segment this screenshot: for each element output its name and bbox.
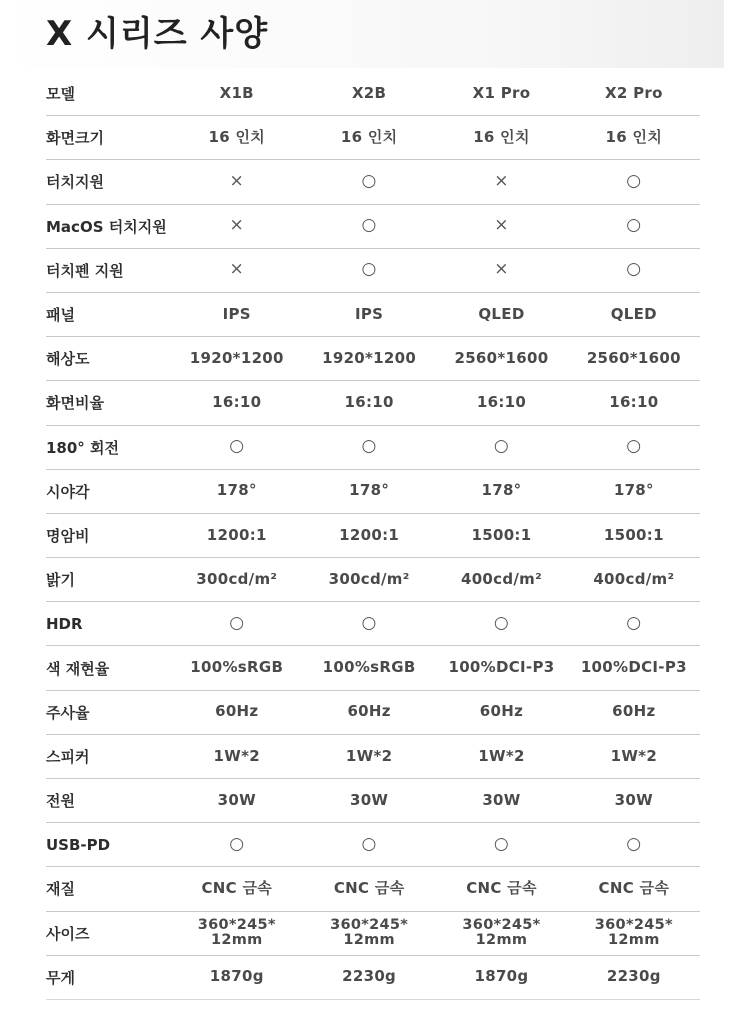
table-row (46, 337, 700, 381)
table-cell: CNC 금속 (466, 879, 537, 898)
row-label: HDR (46, 614, 83, 633)
table-row (46, 205, 700, 249)
table-cell: 30W (482, 790, 521, 809)
row-label: 밝기 (46, 571, 75, 590)
not-supported-icon: × (494, 259, 509, 280)
table-cell: 400cd/m² (460, 569, 542, 588)
row-label: 화면비율 (46, 394, 104, 413)
table-cell: QLED (478, 304, 525, 323)
supported-icon: ○ (493, 436, 510, 457)
row-label: 사이즈 (46, 924, 90, 943)
table-row (46, 956, 700, 1000)
table-row (46, 426, 700, 470)
table-cell: 360*245* 12mm (462, 916, 541, 949)
not-supported-icon: × (229, 259, 245, 280)
table-cell: 1W*2 (345, 746, 393, 765)
row-label: 전원 (46, 792, 75, 811)
table-cell: 360*245* 12mm (594, 916, 673, 949)
page-title: X 시리즈 사양 (46, 14, 269, 54)
supported-icon: ○ (361, 215, 377, 236)
table-cell: 1200:1 (339, 525, 400, 544)
supported-icon: ○ (626, 612, 642, 633)
table-cell: 178° (349, 481, 390, 500)
not-supported-icon: × (229, 215, 245, 236)
row-label: 재질 (46, 880, 75, 899)
table-cell: 1870g (209, 967, 264, 986)
column-header-model: 모델 (46, 85, 75, 104)
row-label: 패널 (46, 306, 75, 325)
table-cell: 1W*2 (213, 746, 260, 765)
table-cell: 60Hz (612, 702, 656, 721)
row-label: 주사율 (46, 703, 90, 722)
table-cell: 360*245* 12mm (197, 916, 276, 949)
table-cell: CNC 금속 (598, 879, 670, 898)
table-cell: 178° (613, 481, 654, 500)
table-cell: 1200:1 (206, 525, 267, 544)
not-supported-icon: × (494, 171, 509, 192)
row-label: 터치펜 지원 (46, 261, 124, 280)
column-header-x2-pro: X2 Pro (604, 83, 663, 102)
table-cell: 1500:1 (603, 525, 664, 544)
table-row (46, 381, 700, 425)
table-cell: 1920*1200 (189, 348, 284, 367)
table-cell: 16:10 (609, 393, 659, 412)
table-cell: IPS (222, 304, 251, 323)
row-label: 색 재현율 (46, 659, 110, 678)
table-cell: 16:10 (476, 393, 527, 412)
supported-icon: ○ (493, 612, 510, 633)
table-cell: IPS (354, 304, 384, 323)
not-supported-icon: × (494, 215, 509, 236)
table-cell: 30W (349, 790, 389, 809)
supported-icon: ○ (229, 612, 245, 633)
table-row (46, 249, 700, 293)
supported-icon: ○ (361, 259, 377, 280)
table-cell: 1920*1200 (322, 348, 417, 367)
supported-icon: ○ (229, 436, 245, 457)
table-cell: 300cd/m² (196, 569, 278, 588)
scrollbar-track[interactable] (728, 0, 750, 1016)
table-cell: 60Hz (347, 702, 391, 721)
table-cell: 60Hz (215, 702, 259, 721)
table-cell: 16 인치 (605, 127, 663, 146)
table-row (46, 912, 700, 956)
supported-icon: ○ (361, 436, 377, 457)
table-row (46, 691, 700, 735)
row-label: 시야각 (46, 482, 90, 501)
row-label: MacOS 터치지원 (46, 217, 167, 236)
supported-icon: ○ (626, 833, 642, 854)
table-cell: 1W*2 (610, 746, 658, 765)
row-label: 무게 (46, 968, 75, 987)
table-row (46, 160, 700, 204)
table-cell: 100%sRGB (322, 658, 416, 677)
table-cell: 178° (216, 481, 257, 500)
table-cell: 30W (217, 790, 256, 809)
table-cell: 60Hz (479, 702, 524, 721)
table-row (46, 293, 700, 337)
table-cell: 16 인치 (208, 127, 266, 146)
supported-icon: ○ (626, 215, 642, 236)
row-label: 해상도 (46, 350, 90, 369)
row-label: 180° 회전 (46, 438, 120, 457)
table-row (46, 558, 700, 602)
spec-table (46, 72, 700, 1000)
table-cell: 360*245* 12mm (330, 916, 409, 949)
table-cell: 400cd/m² (593, 569, 675, 588)
table-cell: 30W (614, 790, 653, 809)
table-row (46, 867, 700, 911)
supported-icon: ○ (626, 259, 642, 280)
column-header-x2b: X2B (351, 83, 387, 102)
supported-icon: ○ (229, 833, 245, 854)
table-cell: 100%sRGB (190, 658, 284, 677)
table-cell: 1870g (474, 967, 529, 986)
supported-icon: ○ (626, 436, 642, 457)
table-cell: 2230g (606, 967, 661, 986)
supported-icon: ○ (493, 833, 510, 854)
table-row (46, 823, 700, 867)
table-cell: QLED (610, 304, 657, 323)
title-banner (0, 0, 724, 68)
column-header-x1-pro: X1 Pro (472, 83, 531, 102)
row-label: USB-PD (46, 835, 111, 854)
table-cell: 2560*1600 (586, 348, 681, 367)
table-row (46, 116, 700, 160)
table-cell: 16:10 (344, 393, 394, 412)
table-cell: CNC 금속 (201, 879, 273, 898)
table-row (46, 470, 700, 514)
table-row (46, 735, 700, 779)
table-cell: 16 인치 (340, 127, 398, 146)
table-cell: 178° (481, 481, 522, 500)
row-label: 터치지원 (46, 173, 104, 192)
supported-icon: ○ (361, 612, 377, 633)
table-cell: 2560*1600 (454, 348, 549, 367)
not-supported-icon: × (229, 171, 245, 192)
table-row (46, 602, 700, 646)
table-row (46, 646, 700, 690)
table-cell: 1500:1 (471, 525, 532, 544)
table-cell: 2230g (342, 967, 397, 986)
column-header-x1b: X1B (219, 83, 254, 102)
table-header-row (46, 72, 700, 116)
table-row (46, 779, 700, 823)
supported-icon: ○ (361, 833, 377, 854)
row-label: 스피커 (46, 747, 90, 766)
table-cell: 100%DCI-P3 (448, 658, 555, 677)
table-cell: 16 인치 (473, 127, 530, 146)
table-cell: 1W*2 (478, 746, 525, 765)
table-cell: 16:10 (212, 393, 262, 412)
table-row (46, 514, 700, 558)
row-label: 명암비 (46, 526, 90, 545)
table-cell: 300cd/m² (328, 569, 410, 588)
table-cell: 100%DCI-P3 (580, 658, 687, 677)
supported-icon: ○ (626, 171, 642, 192)
supported-icon: ○ (361, 171, 377, 192)
table-cell: CNC 금속 (333, 879, 405, 898)
row-label: 화면크기 (46, 129, 104, 148)
